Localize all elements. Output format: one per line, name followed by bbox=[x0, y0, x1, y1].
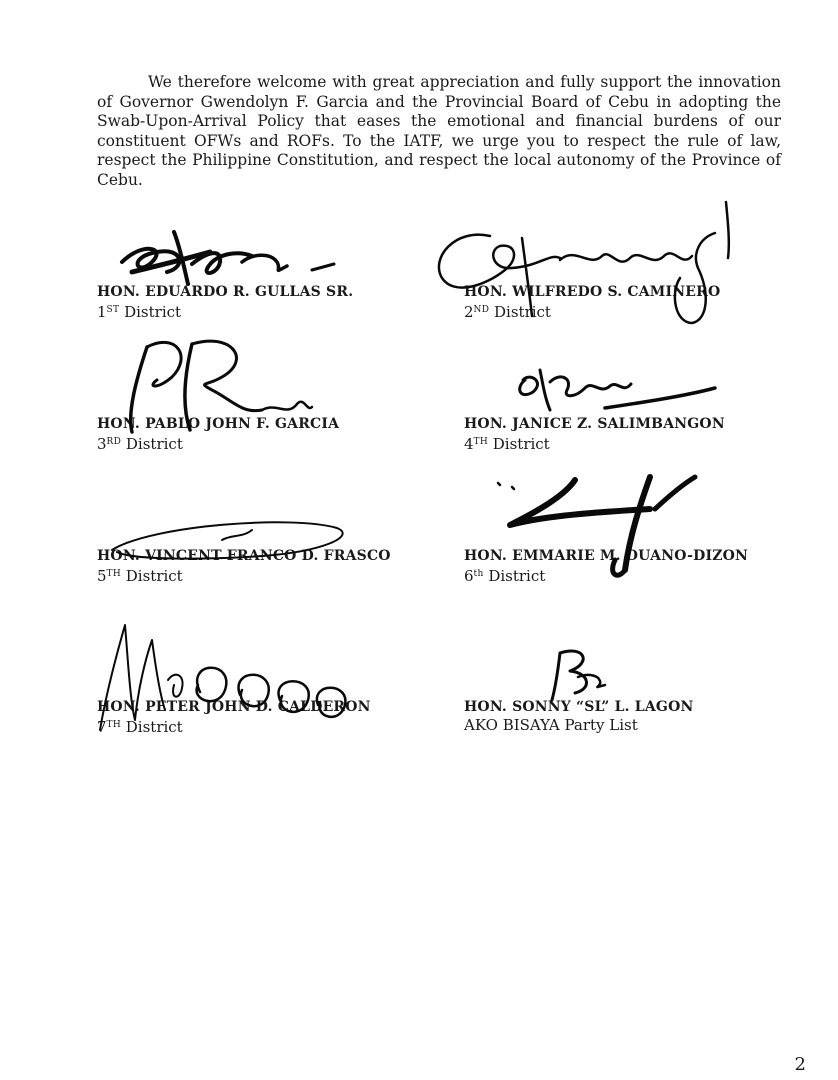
signatory-district: 1ST District bbox=[97, 303, 182, 321]
signatory-block bbox=[464, 283, 794, 322]
signatory-district: 4TH District bbox=[464, 435, 550, 453]
signatory-block bbox=[97, 283, 427, 322]
signatory-name: HON. JANICE Z. SALIMBANGON bbox=[464, 416, 725, 432]
signatory-block bbox=[97, 547, 427, 586]
signatory-block bbox=[97, 698, 427, 737]
signatory-district: AKO BISAYA Party List bbox=[464, 716, 638, 734]
signatory-block bbox=[97, 415, 427, 454]
signatory-name: HON. SONNY “SL” L. LAGON bbox=[464, 699, 694, 715]
signatory-name: HON. PABLO JOHN F. GARCIA bbox=[97, 416, 340, 432]
signatory-district: 6th District bbox=[464, 567, 546, 585]
page-number: 2 bbox=[794, 1054, 806, 1075]
signatory-district: 5TH District bbox=[97, 567, 183, 585]
signatory-block bbox=[464, 698, 794, 735]
signatory-name: HON. EMMARIE M. OUANO-DIZON bbox=[464, 548, 749, 564]
signatory-name: HON. WILFREDO S. CAMINERO bbox=[464, 284, 721, 300]
signatory-district: 3RD District bbox=[97, 435, 183, 453]
signatory-block bbox=[464, 415, 794, 454]
signatory-name: HON. PETER JOHN D. CALDERON bbox=[97, 699, 371, 715]
signatory-district: 2ND District bbox=[464, 303, 551, 321]
signatory-district: 7TH District bbox=[97, 718, 183, 736]
signatory-block bbox=[464, 547, 794, 586]
signature-salimbangon bbox=[505, 360, 725, 420]
body-paragraph: We therefore welcome with great appreciation and fully support the innovation of Governor Gwendolyn F. Garcia and the Provincial Board of Cebu in adopting the Swab-Upon-Arrival Policy that eases the emotional and financial burdens of our constituent OFWs and ROFs. To the IATF, we urge you to respect the rule of law, respect the Philippine Constitution, and respect the local autonomy of the Province of Cebu. bbox=[97, 73, 781, 189]
signatory-name: HON. VINCENT FRANCO D. FRASCO bbox=[97, 548, 391, 564]
signatory-name: HON. EDUARDO R. GULLAS SR. bbox=[97, 284, 354, 300]
signature-lagon bbox=[530, 645, 620, 705]
